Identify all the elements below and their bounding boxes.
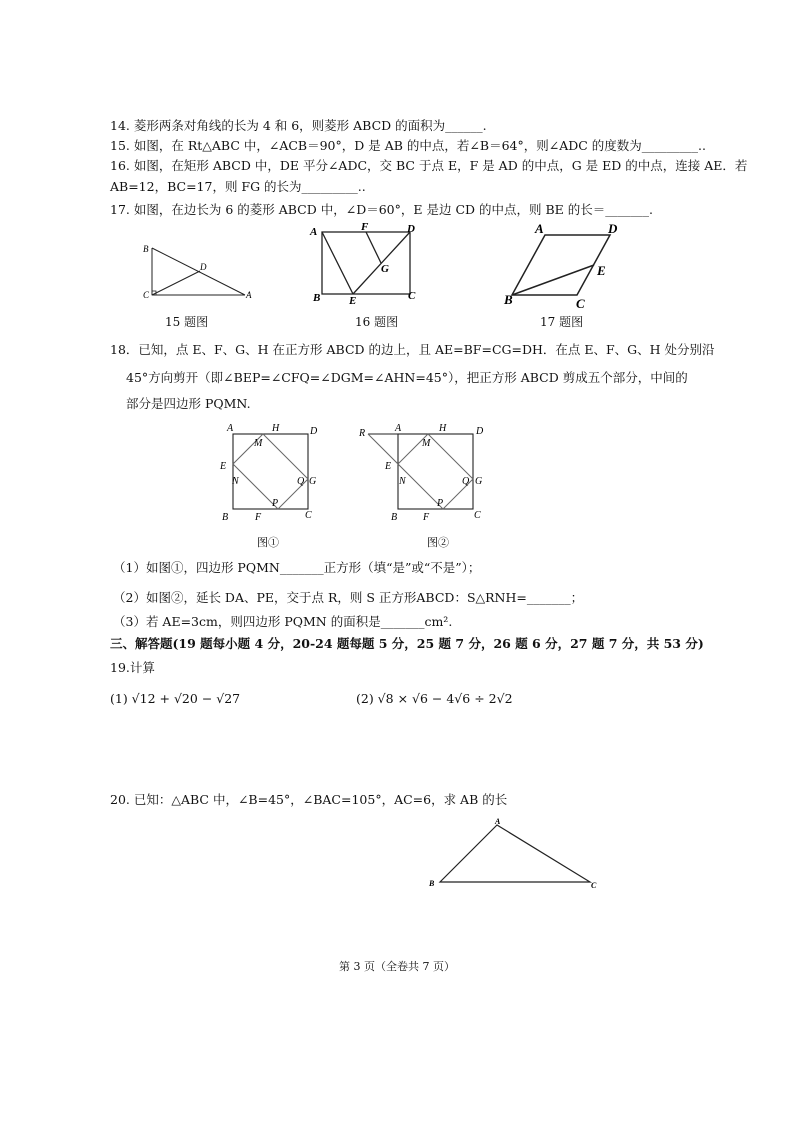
page-footer: 第 3 页（全卷共 7 页）	[339, 960, 455, 973]
question-15: 15. 如图，在 Rt△ABC 中，∠ACB＝90°，D 是 AB 的中点，若∠B＝64°，则∠ADC 的度数为_________..	[110, 138, 706, 153]
question-18-line1: 18．已知，点 E、F、G、H 在正方形 ABCD 的边上，且 AE=BF=CG=DH．在点 E、F、G、H 处分别沿	[110, 342, 715, 357]
label-A: A	[395, 423, 402, 434]
label-D: D	[200, 262, 207, 272]
label-D: D	[407, 223, 415, 235]
label-C: C	[591, 881, 597, 890]
label-A: A	[495, 817, 501, 826]
caption-fig15: 15 题图	[165, 315, 209, 329]
figure-18-2	[355, 418, 495, 550]
label-P: P	[437, 498, 444, 509]
label-B: B	[313, 292, 321, 304]
question-20: 20. 已知：△ABC 中，∠B=45°，∠BAC=105°，AC=6，求 AB 的长	[110, 792, 508, 807]
label-B: B	[429, 879, 435, 888]
label-G: G	[381, 263, 389, 275]
label-A: A	[310, 226, 318, 238]
label-B: B	[222, 512, 229, 523]
label-A: A	[535, 221, 544, 236]
question-16-line1: 16. 如图，在矩形 ABCD 中，DE 平分∠ADC，交 BC 于点 E，F 是 AD 的中点，G 是 ED 的中点，连接 AE．若	[110, 158, 748, 173]
label-A: A	[246, 290, 252, 300]
label-E: E	[385, 461, 392, 472]
label-B: B	[504, 292, 513, 307]
label-F: F	[423, 512, 430, 523]
label-F: F	[361, 221, 369, 233]
label-H: H	[439, 423, 447, 434]
label-Q: Q	[297, 476, 305, 487]
label-E: E	[597, 263, 606, 278]
label-M: M	[254, 438, 263, 449]
label-C: C	[143, 290, 150, 300]
label-G: G	[475, 476, 483, 487]
figure-16	[305, 220, 430, 310]
label-Q: Q	[462, 476, 470, 487]
figure-17	[500, 220, 625, 315]
question-18-line3: 部分是四边形 PQMN.	[126, 396, 251, 411]
label-P: P	[272, 498, 279, 509]
question-14: 14. 菱形两条对角线的长为 4 和 6，则菱形 ABCD 的面积为______.	[110, 118, 487, 133]
figure-18-1	[215, 418, 330, 550]
question-18-part2: （2）如图②，延长 DA、PE，交于点 R，则 S 正方形ABCD：S△RNH=_______；	[113, 590, 584, 605]
label-F: F	[255, 512, 262, 523]
label-G: G	[309, 476, 317, 487]
label-N: N	[232, 476, 239, 487]
label-H: H	[272, 423, 280, 434]
label-C: C	[576, 296, 585, 311]
label-M: M	[422, 438, 431, 449]
question-18-part1: （1）如图①，四边形 PQMN_______正方形（填“是”或“不是”）；	[113, 560, 481, 575]
section-3-heading: 三、解答题(19 题每小题 4 分，20-24 题每题 5 分，25 题 7 分，26 题 6 分，27 题 7 分，共 53 分)	[110, 636, 704, 651]
label-D: D	[476, 426, 484, 437]
caption-fig18-2: 图②	[427, 537, 449, 549]
question-18-line2: 45°方向剪开（即∠BEP=∠CFQ=∠DGM=∠AHN=45°），把正方形 ABCD 剪成五个部分，中间的	[126, 370, 688, 385]
question-19: 19.计算	[110, 660, 155, 675]
caption-fig18-1: 图①	[257, 537, 279, 549]
figure-20	[425, 815, 605, 895]
label-E: E	[220, 461, 227, 472]
label-R: R	[359, 428, 366, 439]
label-C: C	[474, 510, 481, 521]
label-B: B	[143, 244, 149, 254]
label-N: N	[399, 476, 406, 487]
question-19-part2: (2) √8 × √6 − 4√6 ÷ 2√2	[356, 691, 513, 706]
question-16-line2: AB=12，BC=17，则 FG 的长为_________..	[110, 179, 366, 194]
label-C: C	[305, 510, 312, 521]
question-19-part1: (1) √12 + √20 − √27	[110, 691, 241, 706]
caption-fig16: 16 题图	[355, 315, 399, 329]
label-D: D	[310, 426, 318, 437]
label-B: B	[391, 512, 398, 523]
caption-fig17: 17 题图	[540, 315, 584, 329]
label-A: A	[227, 423, 234, 434]
question-18-part3: （3）若 AE=3cm，则四边形 PQMN 的面积是_______cm².	[113, 614, 453, 629]
figure-15	[140, 240, 260, 305]
label-D: D	[608, 221, 618, 236]
label-C: C	[408, 290, 416, 302]
question-17: 17. 如图，在边长为 6 的菱形 ABCD 中，∠D＝60°，E 是边 CD 的中点，则 BE 的长＝_______.	[110, 202, 653, 217]
label-E: E	[349, 295, 357, 307]
